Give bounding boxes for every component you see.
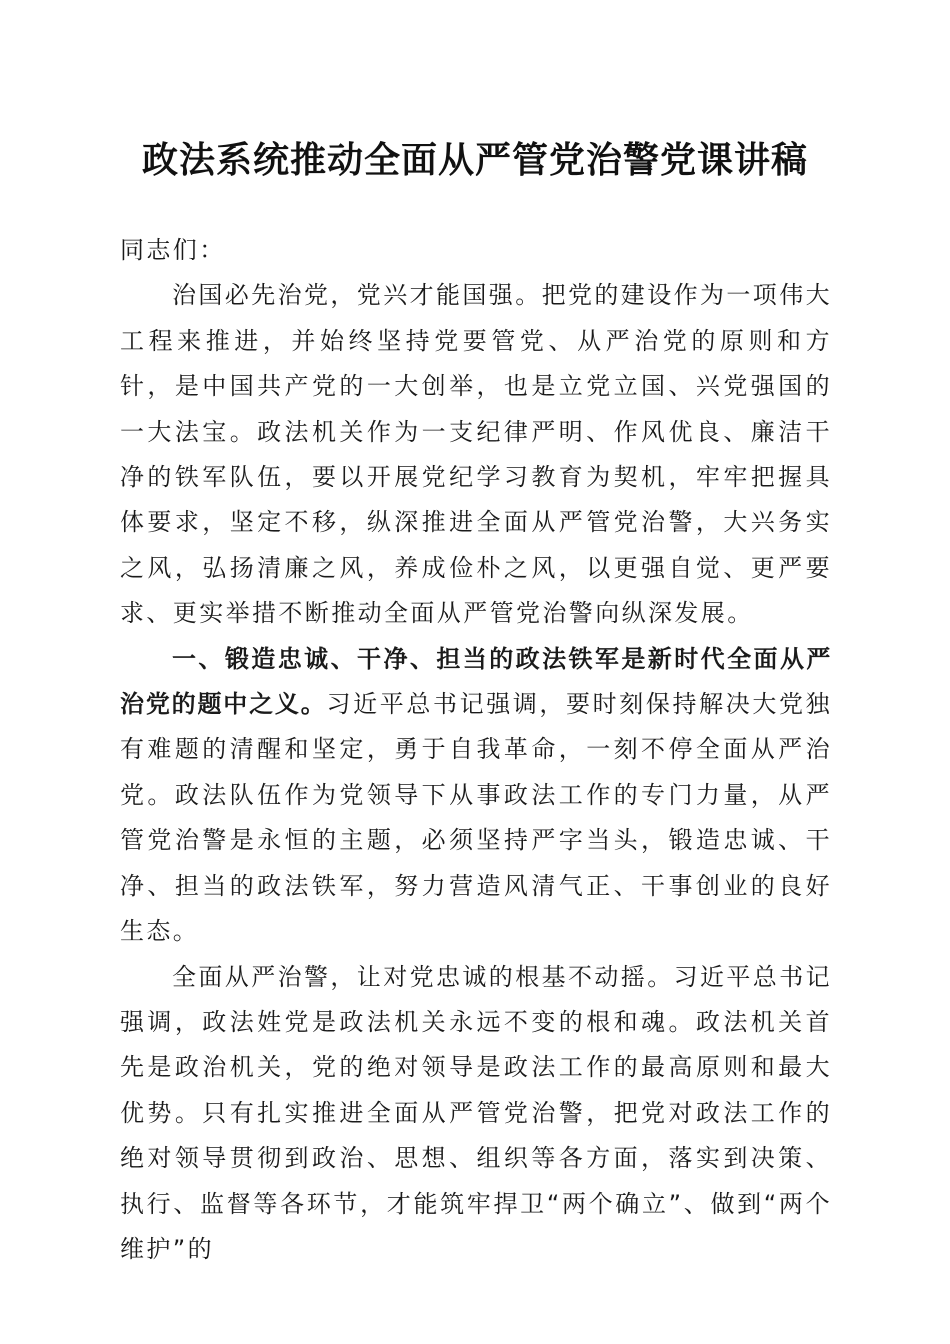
paragraph-1 <box>120 273 832 636</box>
section-heading-1: 一、锻造忠诚、干净、担当的政法铁军是新时代全面从严治党的题中之义。 <box>120 644 832 719</box>
salutation: 同志们： <box>120 236 226 264</box>
paragraph-2-text: 习近平总书记强调，要时刻保持解决大党独有难题的清醒和坚定，勇于自我革命，一刻不停全面从严治党。政法队伍作为党领导下从事政法工作的专门力量，从严管党治警是永恒的主题，必须坚持严字当头，锻造忠诚、干净、担当的政法铁军，努力营造风清气正、干事创业的良好生态。 <box>120 690 832 946</box>
paragraph-1-text: 治国必先治党，党兴才能国强。把党的建设作为一项伟大工程来推进，并始终坚持党要管党、从严治党的原则和方针，是中国共产党的一大创举，也是立党立国、兴党强国的一大法宝。政法机关作为一支纪律严明、作风优良、廉洁干净的铁军队伍，要以开展党纪学习教育为契机，牢牢把握具体要求，坚定不移，纵深推进全面从严管党治警，大兴务实之风，弘扬清廉之风，养成俭朴之风，以更强自觉、更严要求、更实举措不断推动全面从严管党治警向纵深发展。 <box>120 281 832 628</box>
document-title: 政法系统推动全面从严管党治警党课讲稿 <box>141 139 808 181</box>
document-body <box>120 228 832 1272</box>
paragraph-3-text: 全面从严治警，让对党忠诚的根基不动摇。习近平总书记强调，政法姓党是政法机关永远不变的根和魂。政法机关首先是政治机关，党的绝对领导是政法工作的最高原则和最大优势。只有扎实推进全面从严管党治警，把党对政法工作的绝对领导贯彻到政治、思想、组织等各方面，落实到决策、执行、监督等各环节，才能筑牢捍卫“两个确立”、做到“两个维护”的 <box>120 962 832 1263</box>
paragraph-2 <box>120 637 832 955</box>
paragraph-3 <box>120 955 832 1273</box>
